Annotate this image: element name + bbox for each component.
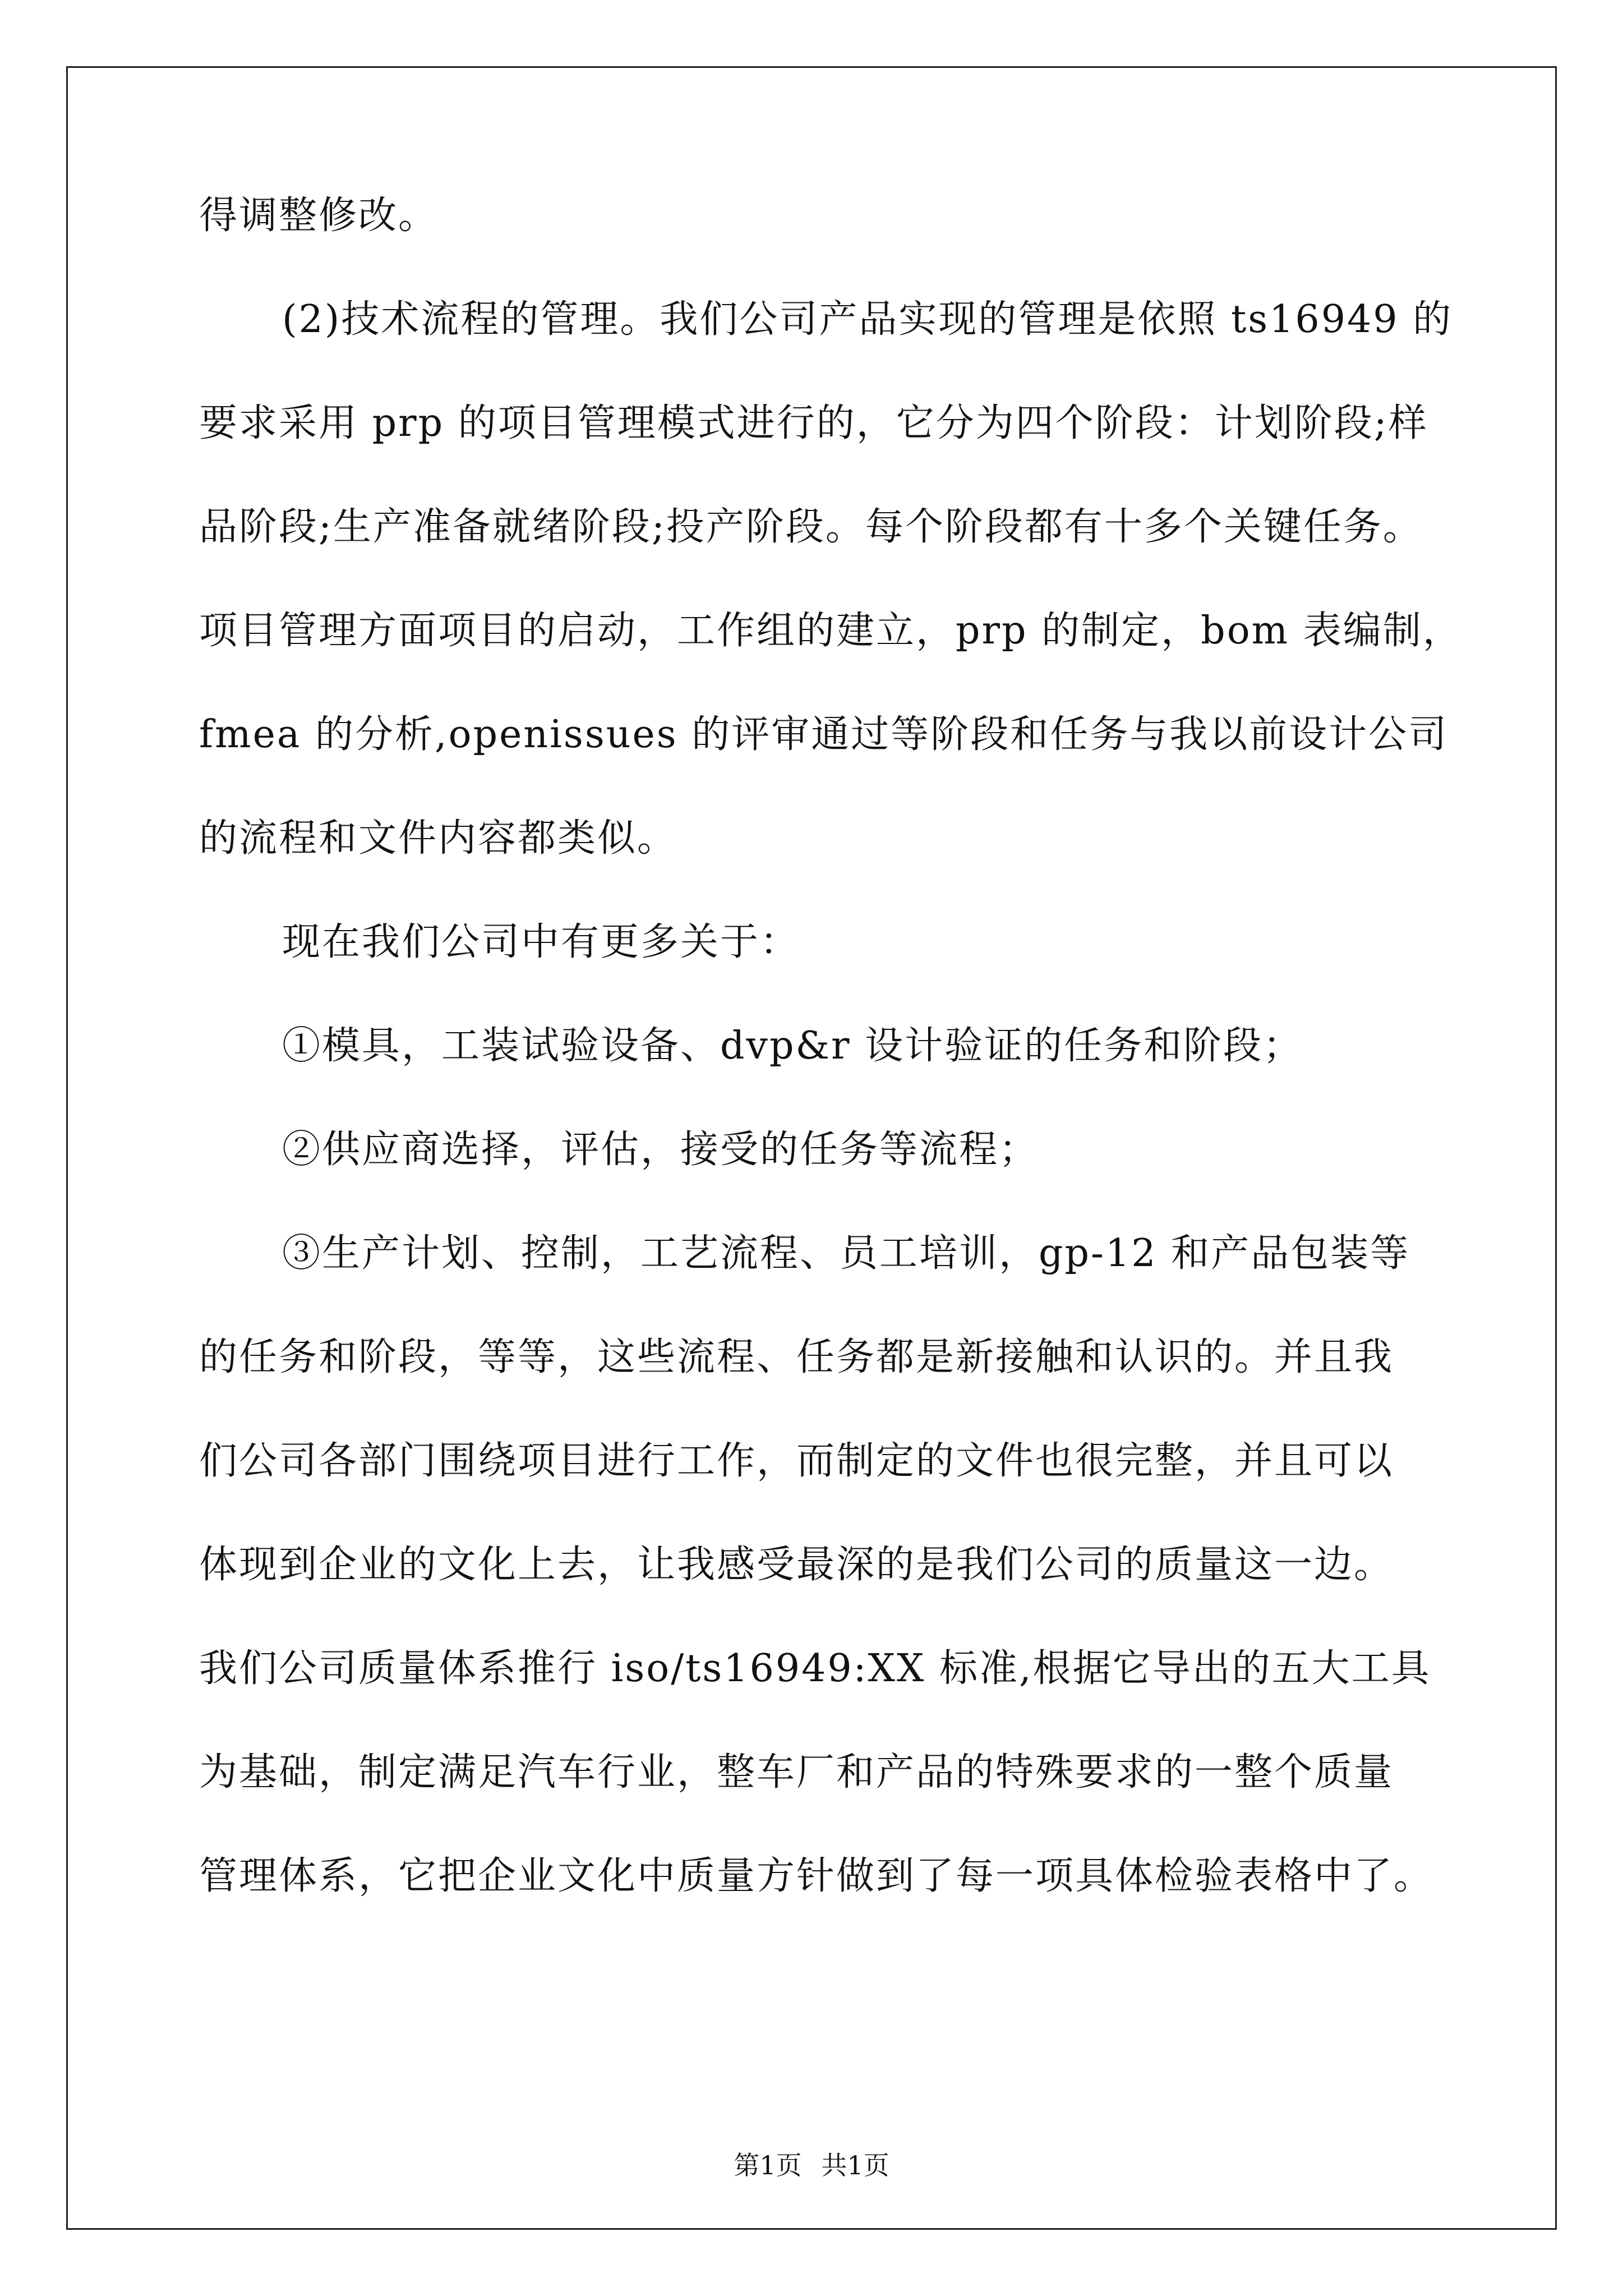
text-line: 为基础，制定满足汽车行业，整车厂和产品的特殊要求的一整个质量 — [199, 1750, 1394, 1795]
text-line: 管理体系，它把企业文化中质量方针做到了每一项具体检验表格中了。 — [199, 1854, 1434, 1898]
list-item-3: ③生产计划、控制，工艺流程、员工培训，gp-12 和产品包装等 — [282, 1231, 1410, 1276]
text-line: 得调整修改。 — [199, 194, 439, 238]
text-line: 的流程和文件内容都类似。 — [199, 816, 677, 861]
text-line: 们公司各部门围绕项目进行工作，而制定的文件也很完整，并且可以 — [199, 1439, 1394, 1483]
list-item-1: ①模具，工装试验设备、dvp&r 设计验证的任务和阶段； — [282, 1024, 1303, 1068]
page-total: 共1页 — [821, 2150, 889, 2180]
text-line: 项目管理方面项目的启动，工作组的建立，prp 的制定，bom 表编制， — [199, 609, 1463, 653]
list-item-2: ②供应商选择，评估，接受的任务等流程； — [282, 1128, 1039, 1172]
page-footer — [0, 2148, 1623, 2182]
text-line: 要求采用 prp 的项目管理模式进行的，它分为四个阶段：计划阶段;样 — [199, 401, 1428, 445]
text-line: 的任务和阶段，等等，这些流程、任务都是新接触和认识的。并且我 — [199, 1335, 1394, 1379]
text-line: 品阶段;生产准备就绪阶段;投产阶段。每个阶段都有十多个关键任务。 — [199, 505, 1423, 549]
page-number: 第1页 — [734, 2150, 802, 2180]
paragraph-more-about: 现在我们公司中有更多关于： — [282, 920, 800, 964]
paragraph-technical-process: (2)技术流程的管理。我们公司产品实现的管理是依照 ts16949 的 — [282, 297, 1453, 342]
text-line: fmea 的分析,openissues 的评审通过等阶段和任务与我以前设计公司 — [199, 712, 1449, 757]
text-line: 体现到企业的文化上去，让我感受最深的是我们公司的质量这一边。 — [199, 1543, 1394, 1587]
text-line: 我们公司质量体系推行 iso/ts16949:XX 标准,根据它导出的五大工具 — [199, 1646, 1431, 1691]
